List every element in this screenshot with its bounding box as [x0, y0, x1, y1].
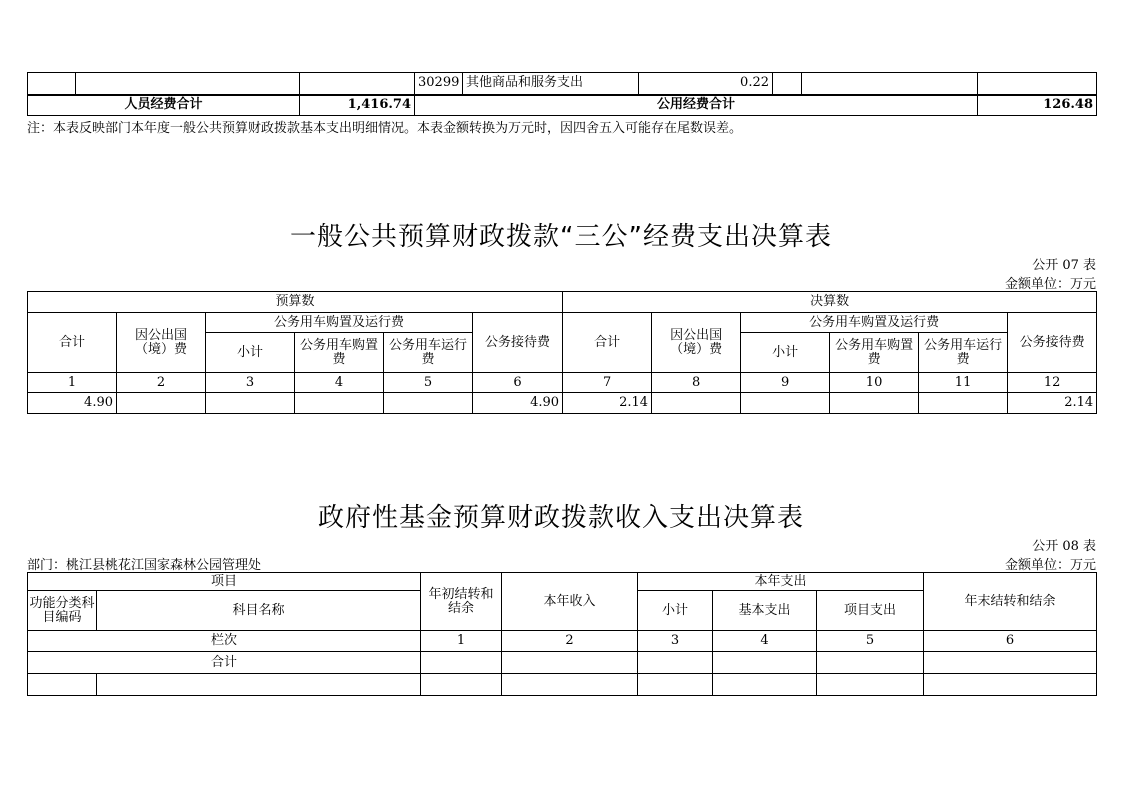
- totals-row: [28, 95, 1097, 116]
- col-reception: 公务接待费: [1008, 313, 1097, 373]
- column-number: 1: [28, 373, 117, 393]
- col-project: 项目支出: [817, 591, 924, 631]
- column-number: 6: [924, 631, 1097, 652]
- col-end-balance: 年末结转和结余: [924, 573, 1097, 631]
- column-number-row: [28, 631, 1097, 652]
- value-cell: [117, 393, 206, 414]
- col-subtotal: 小计: [741, 333, 830, 373]
- column-number: 2: [117, 373, 206, 393]
- col-abroad: 因公出国（境）费: [117, 313, 206, 373]
- col-operation: 公务用车运行费: [384, 333, 473, 373]
- row-total: 合计: [28, 652, 421, 674]
- subject-name: 其他商品和服务支出: [463, 73, 639, 95]
- row-lanci: 栏次: [28, 631, 421, 652]
- table-row: [28, 73, 1097, 95]
- column-number: 4: [713, 631, 817, 652]
- value-cell: [206, 393, 295, 414]
- col-subtotal: 小计: [638, 591, 713, 631]
- col-abroad: 因公出国（境）费: [652, 313, 741, 373]
- value-cell: [919, 393, 1008, 414]
- page-title: 一般公共预算财政拨款“三公”经费支出决算表: [290, 222, 832, 252]
- col-subtotal: 小计: [206, 333, 295, 373]
- value-cell: [652, 393, 741, 414]
- form-number: 公开 07 表: [1032, 258, 1096, 273]
- col-item: 项目: [28, 573, 421, 591]
- form-number: 公开 08 表: [1032, 539, 1096, 554]
- col-purchase: 公务用车购置费: [295, 333, 384, 373]
- column-number: 2: [502, 631, 638, 652]
- column-number: 5: [817, 631, 924, 652]
- personnel-total-value: 1,416.74: [300, 95, 415, 116]
- value-cell: [295, 393, 384, 414]
- column-number: 3: [638, 631, 713, 652]
- col-operation: 公务用车运行费: [919, 333, 1008, 373]
- subject-code: 30299: [415, 73, 463, 95]
- col-total: 合计: [28, 313, 117, 373]
- column-number: 12: [1008, 373, 1097, 393]
- table-note: 注：本表反映部门本年度一般公共预算财政拨款基本支出明细情况。本表金额转换为万元时，因四舍五入可能存在尾数误差。: [27, 121, 743, 136]
- col-function-code: 功能分类科目编码: [28, 591, 97, 631]
- table-row: [28, 674, 1097, 696]
- col-reception: 公务接待费: [473, 313, 563, 373]
- gov-fund-table: [27, 572, 1097, 696]
- unit-label: 金额单位：万元: [1004, 558, 1096, 573]
- table-row: [28, 573, 1097, 591]
- basic-expenditure-table: [27, 72, 1097, 116]
- value-cell: 2.14: [1008, 393, 1097, 414]
- public-total-value: 126.48: [978, 95, 1097, 116]
- column-number: 7: [563, 373, 652, 393]
- col-begin-balance: 年初结转和结余: [421, 573, 502, 631]
- column-number: 1: [421, 631, 502, 652]
- col-subject-name: 科目名称: [97, 591, 421, 631]
- col-basic: 基本支出: [713, 591, 817, 631]
- table-row: [28, 393, 1097, 414]
- column-number: 5: [384, 373, 473, 393]
- amount-value: 0.22: [639, 73, 773, 95]
- table-row: [28, 313, 1097, 333]
- three-public-table: [27, 291, 1097, 414]
- col-vehicle-group: 公务用车购置及运行费: [206, 313, 473, 333]
- col-spend-group: 本年支出: [638, 573, 924, 591]
- column-number: 9: [741, 373, 830, 393]
- value-cell: [384, 393, 473, 414]
- unit-label: 金额单位：万元: [1004, 277, 1096, 292]
- budget-group-header: 预算数: [28, 292, 563, 313]
- table-row: [28, 652, 1097, 674]
- value-cell: 4.90: [473, 393, 563, 414]
- public-total-label: 公用经费合计: [415, 95, 978, 116]
- value-cell: [830, 393, 919, 414]
- column-number: 10: [830, 373, 919, 393]
- column-number: 4: [295, 373, 384, 393]
- column-number: 6: [473, 373, 563, 393]
- page-title: 政府性基金预算财政拨款收入支出决算表: [317, 503, 804, 533]
- col-purchase: 公务用车购置费: [830, 333, 919, 373]
- column-number: 11: [919, 373, 1008, 393]
- column-number-row: [28, 373, 1097, 393]
- column-number: 3: [206, 373, 295, 393]
- value-cell: [741, 393, 830, 414]
- table-row: [28, 292, 1097, 313]
- column-number: 8: [652, 373, 741, 393]
- value-cell: 4.90: [28, 393, 117, 414]
- col-vehicle-group: 公务用车购置及运行费: [741, 313, 1008, 333]
- final-group-header: 决算数: [563, 292, 1097, 313]
- col-total: 合计: [563, 313, 652, 373]
- personnel-total-label: 人员经费合计: [28, 95, 300, 116]
- value-cell: 2.14: [563, 393, 652, 414]
- col-income: 本年收入: [502, 573, 638, 631]
- department-label: 部门：桃江县桃花江国家森林公园管理处: [27, 558, 262, 573]
